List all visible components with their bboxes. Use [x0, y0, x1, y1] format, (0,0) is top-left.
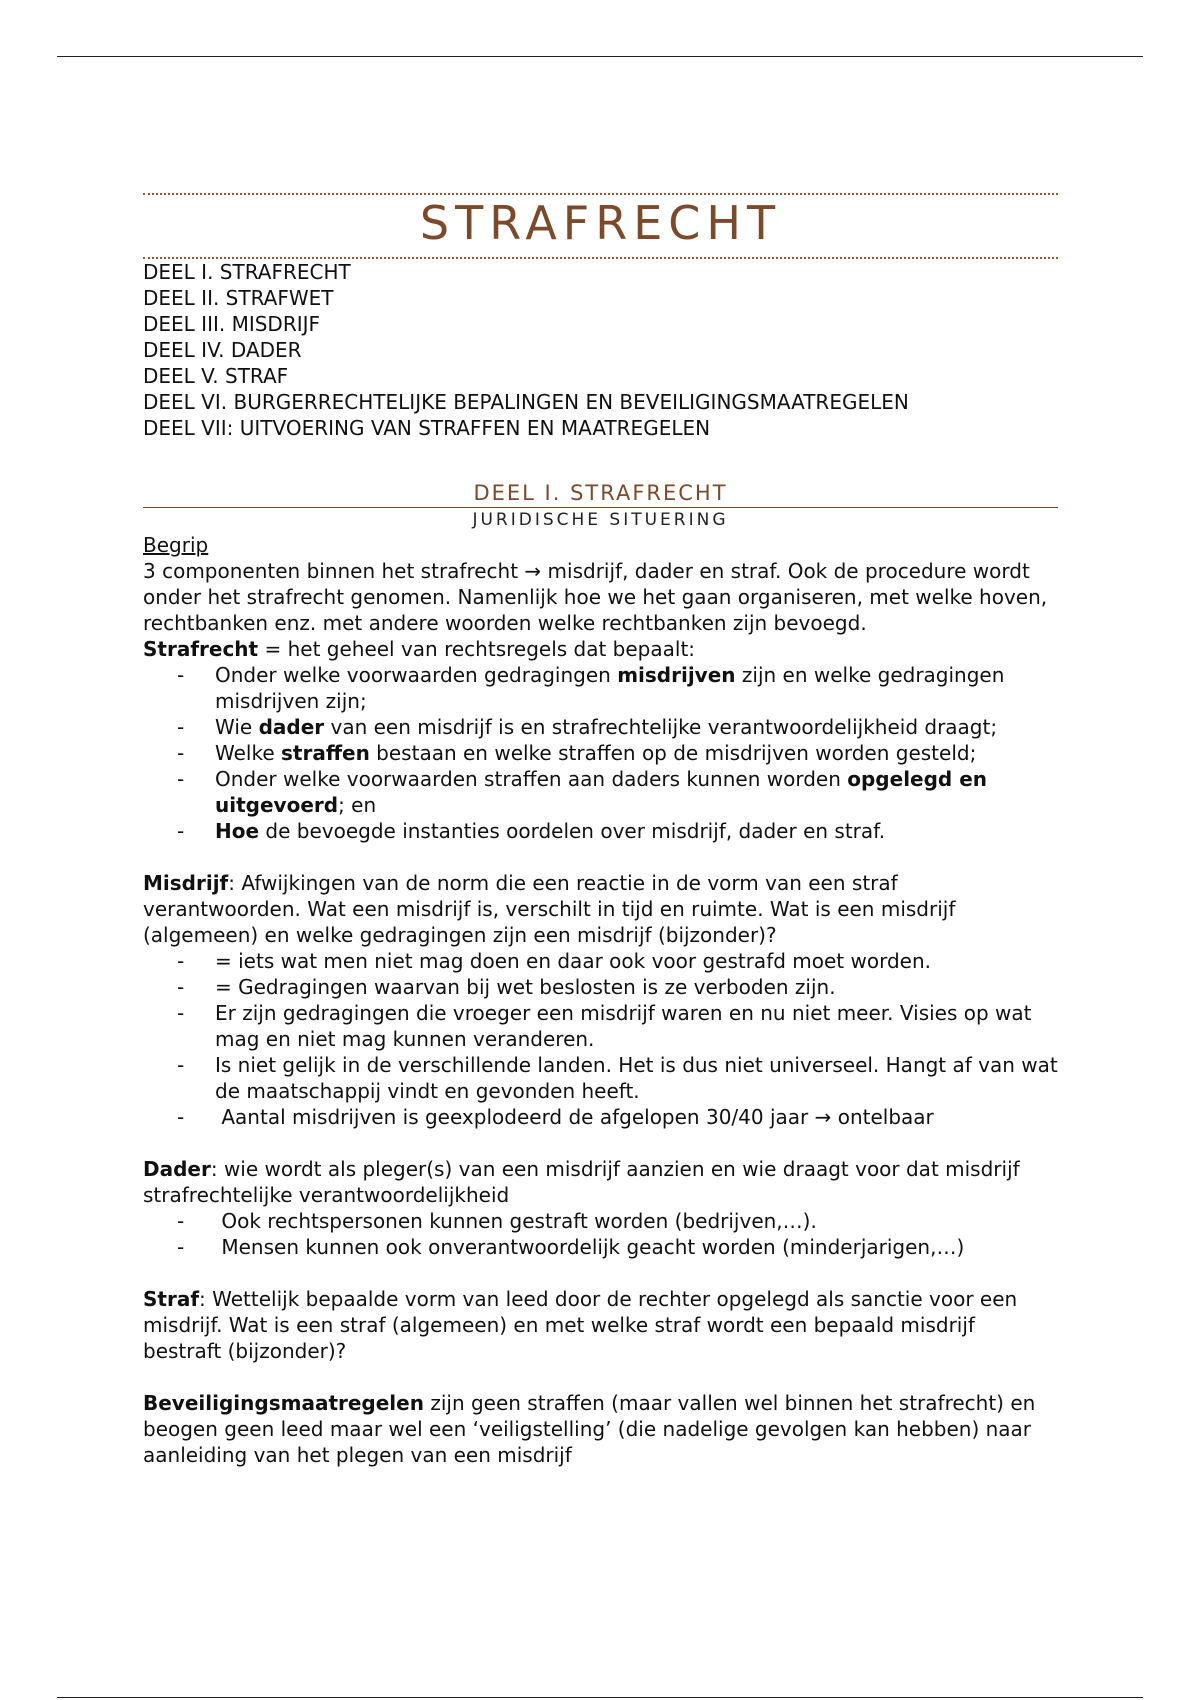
beveiliging-term: Beveiligingsmaatregelen: [143, 1391, 424, 1415]
toc-item: DEEL II. STRAFWET: [143, 286, 334, 310]
toc-item: DEEL III. MISDRIJF: [143, 312, 321, 336]
list-item: - Wie dader van een misdrijf is en strafrechtelijke verantwoordelijkheid draagt;: [215, 714, 1058, 740]
begrip-label: Begrip: [143, 533, 209, 557]
section-heading: DEEL I. STRAFRECHT: [473, 481, 728, 505]
title-rule-top: [143, 193, 1058, 195]
document-title: STRAFRECHT: [419, 196, 782, 250]
subsection-heading: JURIDISCHE SITUERING: [472, 510, 729, 530]
misdrijf-term: Misdrijf: [143, 871, 229, 895]
spacer: [143, 1364, 1058, 1390]
list-item: - Ook rechtspersonen kunnen gestraft worden (bedrijven,…).: [215, 1208, 1058, 1234]
strafrecht-term: Strafrecht: [143, 637, 259, 661]
misdrijf-list: [143, 948, 1058, 1130]
dader-list: [143, 1208, 1058, 1260]
list-item: - Is niet gelijk in de verschillende landen. Het is dus niet universeel. Hangt af van wat de maatschappij vindt en gevonden heeft.: [215, 1052, 1058, 1104]
toc-item: DEEL I. STRAFRECHT: [143, 260, 351, 284]
dader-term: Dader: [143, 1157, 211, 1181]
list-item: - = iets wat men niet mag doen en daar ook voor gestrafd moet worden.: [215, 948, 1058, 974]
list-item: - Onder welke voorwaarden gedragingen misdrijven zijn en welke gedragingen misdrijven zijn;: [215, 662, 1058, 714]
toc-item: DEEL VII: UITVOERING VAN STRAFFEN EN MAATREGELEN: [143, 416, 711, 440]
list-item: - = Gedragingen waarvan bij wet beslosten is ze verboden zijn.: [215, 974, 1058, 1000]
toc-item: DEEL VI. BURGERRECHTELIJKE BEPALINGEN EN BEVEILIGINGSMAATREGELEN: [143, 390, 909, 414]
beveiliging-definition: Beveiligingsmaatregelen zijn geen straffen (maar vallen wel binnen het strafrecht) en beogen geen leed maar wel een ‘veiligstelling’ (die nadelige gevolgen kan hebben) naar aanleiding van het plegen van een misdrijf: [143, 1391, 1036, 1467]
strafrecht-list: [143, 662, 1058, 844]
table-of-contents: [143, 259, 1058, 441]
misdrijf-definition: Misdrijf: Afwijkingen van de norm die een reactie in de vorm van een straf verantwoorden. Wat een misdrijf is, verschilt in tijd en ruimte. Wat is een misdrijf (algemeen) en welke gedragingen zijn een misdrijf (bijzonder)?: [143, 871, 956, 947]
list-item: - Mensen kunnen ook onverantwoordelijk geacht worden (minderjarigen,…): [215, 1234, 1058, 1260]
straf-definition: Straf: Wettelijk bepaalde vorm van leed door de rechter opgelegd als sanctie voor een misdrijf. Wat is een straf (algemeen) en met welke straf wordt een bepaald misdrijf bestraft (bijzonder)?: [143, 1287, 1018, 1363]
page-header-rule: [57, 56, 1143, 57]
toc-item: DEEL IV. DADER: [143, 338, 302, 362]
toc-item: DEEL V. STRAF: [143, 364, 289, 388]
spacer: [143, 1130, 1058, 1156]
strafrecht-definition: Strafrecht = het geheel van rechtsregels dat bepaalt:: [143, 637, 696, 661]
list-item: - Er zijn gedragingen die vroeger een misdrijf waren en nu niet meer. Visies op wat mag en niet mag kunnen veranderen.: [215, 1000, 1058, 1052]
straf-term: Straf: [143, 1287, 200, 1311]
list-item: - Aantal misdrijven is geexplodeerd de afgelopen 30/40 jaar → ontelbaar: [215, 1104, 1058, 1130]
list-item: - Onder welke voorwaarden straffen aan daders kunnen worden opgelegd en uitgevoerd; en: [215, 766, 1058, 818]
list-item: - Welke straffen bestaan en welke straffen op de misdrijven worden gesteld;: [215, 740, 1058, 766]
dader-definition: Dader: wie wordt als pleger(s) van een misdrijf aanzien en wie draagt voor dat misdrijf strafrechtelijke verantwoordelijkheid: [143, 1157, 1020, 1207]
spacer: [143, 1260, 1058, 1286]
list-item: - Hoe de bevoegde instanties oordelen over misdrijf, dader en straf.: [215, 818, 1058, 844]
document-body: [143, 193, 1058, 1468]
begrip-paragraph: 3 componenten binnen het strafrecht → misdrijf, dader en straf. Ook de procedure wordt onder het strafrecht genomen. Namenlijk hoe we het gaan organiseren, met welke hoven, rechtbanken enz. met andere woorden welke rechtbanken zijn bevoegd.: [143, 559, 1048, 635]
spacer: [143, 844, 1058, 870]
